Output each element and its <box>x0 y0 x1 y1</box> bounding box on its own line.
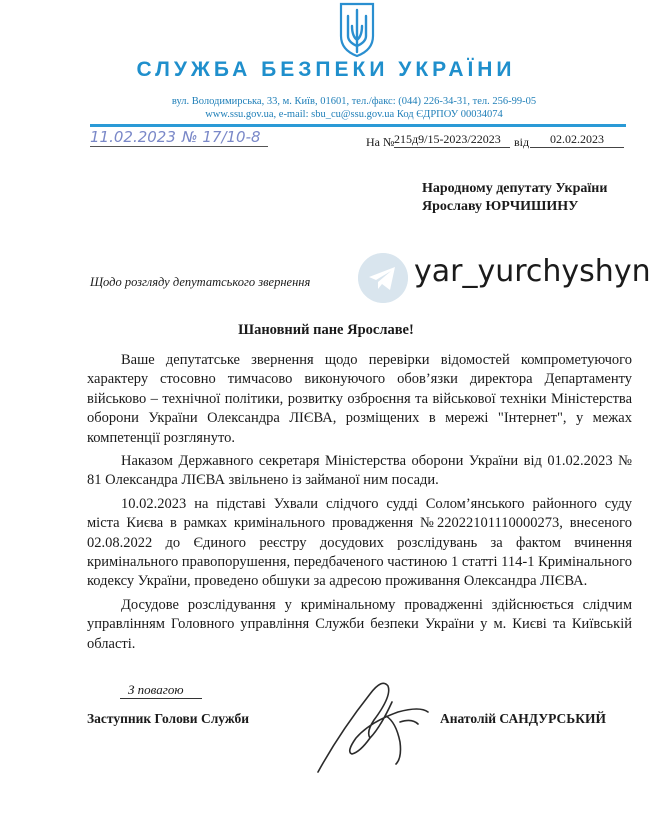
address-line-1: вул. Володимирська, 33, м. Київ, 01601, тел./факс: (044) 226-34-31, тел. 256-99-05 <box>171 96 537 107</box>
letter-body <box>87 351 632 658</box>
signer-name: Анатолій САНДУРСЬКИЙ <box>440 711 606 726</box>
organization-title: СЛУЖБА БЕЗПЕКИ УКРАЇНИ <box>136 58 516 81</box>
addressee-line-2: Ярославу ЮРЧИШИНУ <box>422 199 579 214</box>
body-paragraph-1: Ваше депутатське звернення щодо перевірки відомостей компрометуючого характеру стосовно тимчасово виконуючого обов’язки директора Департаменту військово – технічної політики, розвитку озброєння та військової техніки Міністерства оборони України Олександра ЛІЄВА, розміщених в мережі "Інтернет", у межах компетенції розглянуто. <box>87 352 632 446</box>
handwritten-number: № 17/10-8 <box>182 128 261 146</box>
body-paragraph-3: 10.02.2023 на підставі Ухвали слідчого судді Солом’янського районного суду міста Києва в рамках кримінального провадження №22022101110000273, внесеного 02.08.2022 до Єдиного реєстру досудових розслідувань за фактом вчинення кримінального правопорушення, передбаченого частиною 1 статті 114-1 Кримінального кодексу України, проведено обшуки за адресою проживання Олександра ЛІЄВА. <box>87 495 632 590</box>
subject-line: Щодо розгляду депутатського звернення <box>90 275 311 289</box>
telegram-icon <box>358 253 408 303</box>
body-paragraph-2: Наказом Державного секретаря Міністерства оборони України від 01.02.2023 № 81 Олександра ЛІЄВА звільнено із займаної ним посади. <box>87 453 632 489</box>
handwritten-underline <box>90 146 268 147</box>
addressee-line-1: Народному депутату України <box>422 181 608 196</box>
reference-date: 02.02.2023 <box>530 132 624 148</box>
respect-line: З повагою <box>128 682 184 697</box>
watermark-text: yar_yurchyshyn <box>414 254 651 289</box>
greeting: Шановний пане Ярославе! <box>238 322 414 338</box>
trident-icon <box>338 2 376 58</box>
handwritten-date: 11.02.2023 <box>90 128 176 146</box>
signer-title: Заступник Голови Служби <box>87 711 249 726</box>
respect-underline <box>120 698 202 699</box>
header-rule <box>90 124 626 127</box>
address-line-2: www.ssu.gov.ua, e-mail: sbu_cu@ssu.gov.ua Код ЄДРПОУ 00034074 <box>205 109 503 120</box>
date-label: від <box>514 135 530 149</box>
number-label: На № <box>366 135 395 149</box>
handwritten-signature <box>300 672 450 782</box>
reference-number: 215д9/15-2023/22023 <box>394 132 510 148</box>
body-paragraph-4: Досудове розслідування у кримінальному провадженні здійснюється слідчим управлінням Головного управління Служби безпеки України у м. Києві та Київській області. <box>87 596 632 652</box>
